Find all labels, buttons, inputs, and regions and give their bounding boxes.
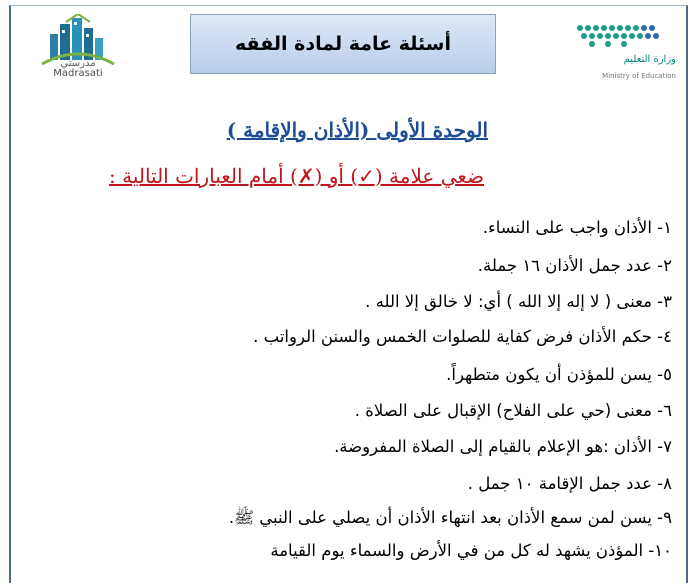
ministry-logo xyxy=(572,20,676,90)
question-3: ٣- معنى ( لا إله إلا الله ) أي: لا خالق إلا الله . xyxy=(365,292,672,311)
dots-icon xyxy=(572,20,676,52)
ministry-english: Ministry of Education xyxy=(602,72,676,80)
ministry-arabic: وزارة التعليم xyxy=(623,54,676,65)
question-2: ٢- عدد جمل الأذان ١٦ جملة. xyxy=(477,256,672,275)
question-6: ٦- معنى (حي على الفلاح) الإقبال على الصلاة . xyxy=(354,401,672,420)
question-4: ٤- حكم الأذان فرض كفاية للصلوات الخمس والسنن الرواتب . xyxy=(253,327,672,346)
madrasati-arabic: مدرستي xyxy=(60,58,96,69)
question-5: ٥- يسن للمؤذن أن يكون متطهراً. xyxy=(446,365,672,384)
question-7: ٧- الأذان :هو الإعلام بالقيام إلى الصلاة المفروضة. xyxy=(334,437,672,456)
question-1: ١- الأذان واجب على النساء. xyxy=(482,218,672,237)
instruction-text: ضعي علامة (✓) أو (✗) أمام العبارات التالية : xyxy=(109,164,484,188)
madrasati-wordmark: Madrasati xyxy=(53,68,103,79)
question-8: ٨- عدد جمل الإقامة ١٠ جمل . xyxy=(467,474,672,493)
page-title: أسئلة عامة لمادة الفقه xyxy=(190,14,496,74)
question-10: ١٠- المؤذن يشهد له كل من في الأرض والسماء يوم القيامة xyxy=(270,541,672,560)
madrasati-logo xyxy=(38,14,118,84)
unit-title: الوحدة الأولى (الأذان والإقامة ) xyxy=(226,118,488,142)
question-9: ٩- يسن لمن سمع الأذان بعد انتهاء الأذان أن يصلي على النبي ﷺ. xyxy=(228,508,672,527)
